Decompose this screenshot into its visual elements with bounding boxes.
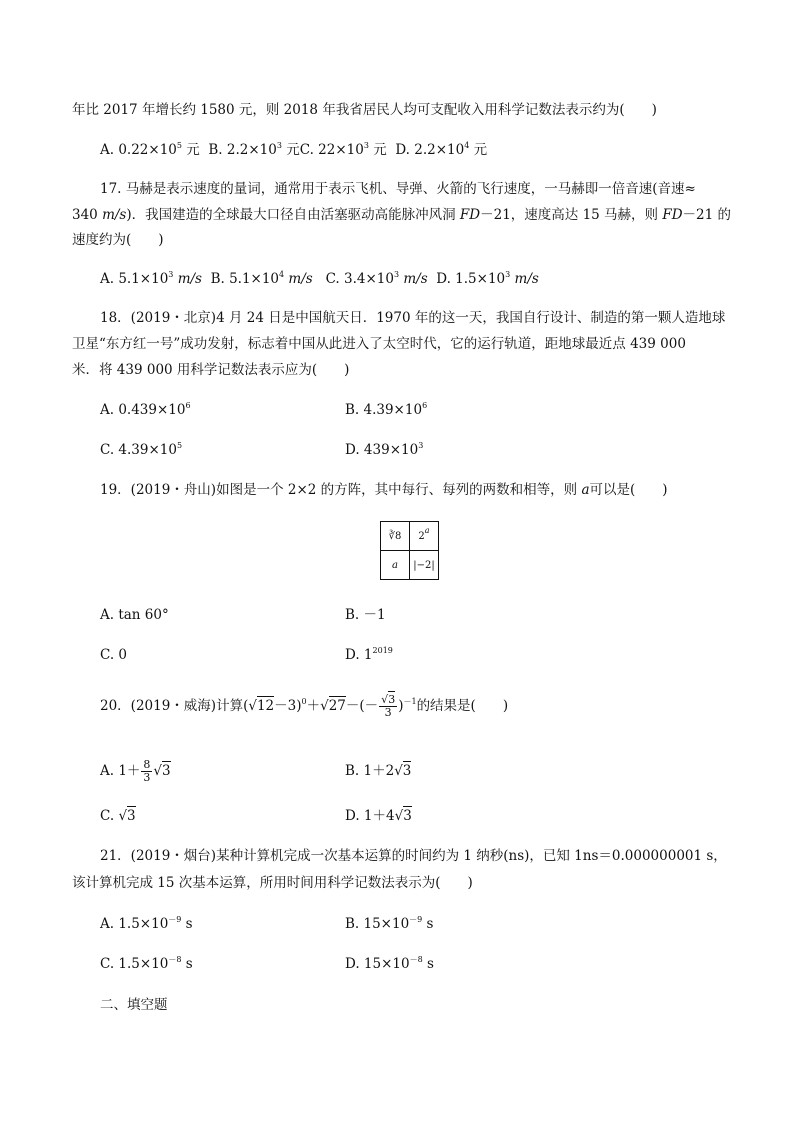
q20-option-d: D. 1＋4√3 [345, 808, 412, 824]
q17-option-d: D. $1.5\times 10^3$ m/s [436, 270, 539, 287]
matrix-cell-cube-root: ∛8 [381, 522, 410, 551]
q21-option-a: A. $1.5\times 10^{-9}$ s [100, 915, 193, 932]
intro-option-c: C. $22\times 10^3$ 元 [299, 141, 387, 158]
q19-option-b: B. －1 [345, 607, 386, 623]
q17-line-1: 17. 马赫是表示速度的量词，通常用于表示飞机、导弹、火箭的飞行速度，一马赫即一倍音速(音速≈ [100, 181, 696, 197]
q19-option-a: A. tan 60° [100, 607, 169, 623]
q21-option-c: C. $1.5\times 10^{-8}$ s [100, 955, 193, 972]
q18-option-a: A. $0.439\times 10^6$ [100, 401, 191, 418]
intro-options [100, 141, 487, 159]
q19-option-c: C. 0 [100, 647, 128, 663]
q17-line-2: 340 m/s)．我国建造的全球最大口径自由活塞驱动高能脉冲风洞 FD－21，速度高达 15 马赫，则 FD－21 的 [72, 207, 732, 223]
q21-line-1: 21．(2019・烟台)某种计算机完成一次基本运算的时间约为 1 纳秒(ns)，已知 1ns＝0.000000001 s， [100, 848, 727, 864]
q18-option-c: C. $4.39\times 10^5$ [100, 441, 183, 458]
q18-line-2: 卫星“东方红一号”成功发射，标志着中国从此进入了太空时代，它的运行轨道，距地球最近点 439 000 [72, 336, 686, 352]
q17-option-a: A. $5.1\times 10^3$ m/s [100, 270, 202, 287]
intro-question-text: 年比 2017 年增长约 1580 元，则 2018 年我省居民人均可支配收入用科学记数法表示约为( ) [72, 102, 657, 118]
q17-option-c: C. $3.4\times 10^3$ m/s [325, 270, 428, 287]
q18-option-b: B. $4.39\times 10^6$ [345, 401, 428, 418]
q21-option-b: B. $15\times 10^{-9}$ s [345, 915, 434, 932]
intro-option-b: B. $2.2\times 10^3$ 元 [208, 141, 300, 158]
matrix-cell-abs: |−2| [410, 551, 439, 580]
q19-matrix [380, 521, 439, 580]
q18-line-3: 米．将 439 000 用科学记数法表示应为( ) [72, 362, 350, 378]
intro-option-a: A. $0.22\times 10^5$ 元 [100, 141, 200, 158]
intro-option-d: D. $2.2\times 10^4$ 元 [395, 141, 488, 158]
q18-option-d: D. $439\times 10^3$ [345, 441, 424, 458]
section-title: 二、填空题 [100, 997, 168, 1013]
q19-option-d: D. $1^{2019}$ [345, 646, 393, 663]
q20-stem: 20．(2019・威海)计算$(√12-3)^0+√27-(-$ $\frac{√3}{3}$ )$^{-1}$的结果是( ) [100, 693, 509, 719]
q20-fraction: $\frac{√3}{3}$ [381, 693, 396, 719]
q18-line-1: 18．(2019・北京)4 月 24 日是中国航天日．1970 年的这一天，我国自行设计、制造的第一颗人造地球 [100, 310, 726, 326]
q17-options [100, 270, 539, 288]
q20-option-a: A. 1＋ $\frac{8}{3}$ √3 [100, 758, 171, 784]
q20-option-b: B. 1＋2√3 [345, 763, 412, 779]
q17-line-3: 速度约为( ) [72, 232, 164, 248]
matrix-cell-a: a [381, 551, 410, 580]
q19-stem: 19．(2019・舟山)如图是一个 2×2 的方阵，其中每行、每列的两数和相等，则 a可以是( ) [100, 482, 668, 498]
q20-option-c: C. √3 [100, 808, 136, 824]
matrix-cell-power: 2$^a$ [410, 522, 439, 551]
q21-option-d: D. $15\times 10^{-8}$ s [345, 955, 434, 972]
q17-option-b: B. $5.1\times 10^4$ m/s [210, 270, 313, 287]
q21-line-2: 该计算机完成 15 次基本运算，所用时间用科学记数法表示为( ) [72, 875, 473, 891]
